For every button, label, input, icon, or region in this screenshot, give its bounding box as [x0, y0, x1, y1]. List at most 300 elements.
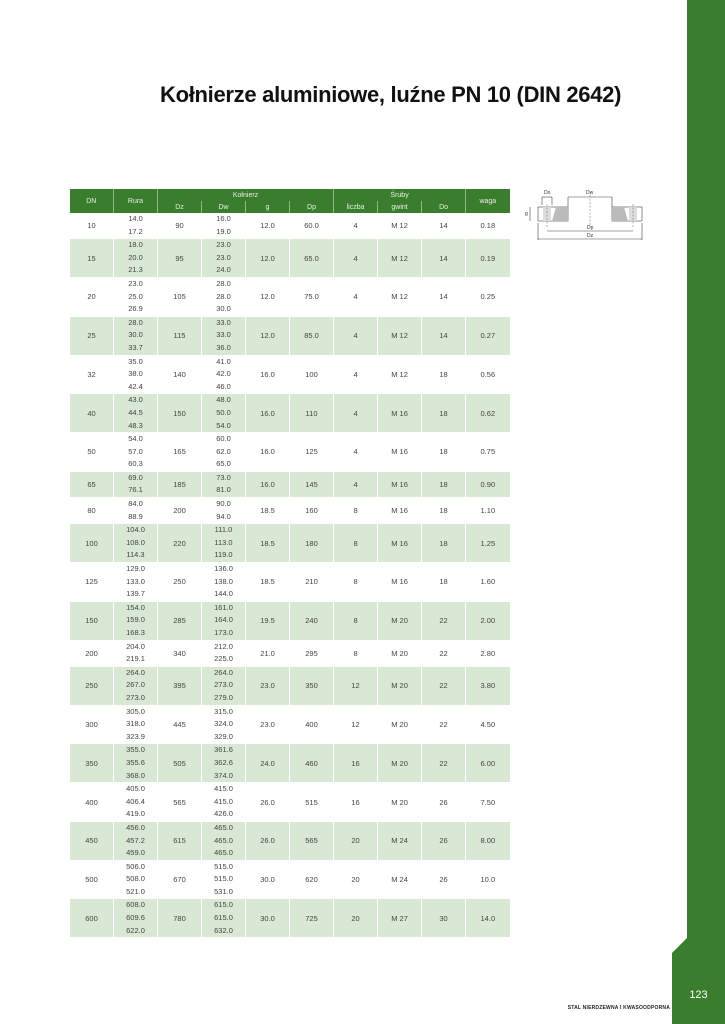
cell-dw [202, 666, 246, 705]
header-kolnierz: Kołnierz [158, 189, 334, 201]
cell-dw [202, 744, 246, 783]
cell-dw-line: 279.0 [214, 692, 233, 702]
cell-dw-line: 42.0 [216, 369, 231, 379]
flange-table [69, 189, 510, 938]
cell-dz: 90 [158, 213, 202, 239]
cell-rura-line: 76.1 [128, 485, 143, 495]
cell-do: 18 [422, 355, 466, 394]
cell-do: 18 [422, 563, 466, 602]
cell-rura-line: 622.0 [126, 925, 145, 935]
cell-dw [202, 498, 246, 524]
cell-liczba: 4 [334, 316, 378, 355]
cell-rura-line: 506.0 [126, 861, 145, 871]
page-tab [672, 938, 725, 1024]
cell-dn: 10 [70, 213, 114, 239]
cell-gwint: M 24 [378, 821, 422, 860]
cell-liczba: 8 [334, 563, 378, 602]
cell-dw-line: 315.0 [214, 706, 233, 716]
cell-liczba: 8 [334, 498, 378, 524]
cell-rura-line: 23.0 [128, 278, 143, 288]
footer-text: STAL NIERDZEWNA I KWASOODPORNA [567, 1005, 670, 1011]
cell-rura [114, 471, 158, 497]
cell-dw-line: 329.0 [214, 731, 233, 741]
cell-dw-line: 33.0 [216, 317, 231, 327]
cell-rura-line: 521.0 [126, 886, 145, 896]
cell-waga: 0.18 [466, 213, 510, 239]
cell-waga: 0.19 [466, 239, 510, 278]
table-row [70, 524, 510, 563]
cell-dw [202, 471, 246, 497]
table-row [70, 601, 510, 640]
cell-do: 18 [422, 433, 466, 472]
diagram-label-dz: Dz [587, 233, 594, 239]
cell-rura-line: 133.0 [126, 576, 145, 586]
cell-dp: 65.0 [290, 239, 334, 278]
cell-g: 19.5 [246, 601, 290, 640]
cell-do: 14 [422, 239, 466, 278]
cell-rura-line: 57.0 [128, 446, 143, 456]
cell-rura-line: 456.0 [126, 822, 145, 832]
cell-gwint: M 27 [378, 899, 422, 938]
table-row [70, 666, 510, 705]
cell-rura-line: 44.5 [128, 407, 143, 417]
cell-g: 16.0 [246, 471, 290, 497]
cell-dw-line: 94.0 [216, 511, 231, 521]
cell-dp: 295 [290, 640, 334, 666]
cell-dw-line: 28.0 [216, 278, 231, 288]
cell-gwint: M 12 [378, 316, 422, 355]
cell-dw-line: 81.0 [216, 485, 231, 495]
cell-gwint: M 20 [378, 783, 422, 822]
table-body [70, 213, 510, 938]
cell-gwint: M 20 [378, 744, 422, 783]
cell-dz: 565 [158, 783, 202, 822]
cell-rura-line: 26.9 [128, 304, 143, 314]
cell-g: 21.0 [246, 640, 290, 666]
cell-dz: 285 [158, 601, 202, 640]
table-row [70, 563, 510, 602]
cell-dp: 565 [290, 821, 334, 860]
cell-rura-line: 20.0 [128, 252, 143, 262]
cell-rura-line: 355.6 [126, 757, 145, 767]
cell-do: 22 [422, 705, 466, 744]
cell-waga: 10.0 [466, 860, 510, 899]
cell-dz: 95 [158, 239, 202, 278]
cell-dw [202, 705, 246, 744]
cell-dw-line: 465.0 [214, 848, 233, 858]
cell-rura [114, 355, 158, 394]
cell-dw [202, 899, 246, 938]
cell-dn: 250 [70, 666, 114, 705]
cell-dw-line: 465.0 [214, 822, 233, 832]
cell-dz: 505 [158, 744, 202, 783]
table-row [70, 705, 510, 744]
cell-rura-line: 14.0 [128, 214, 143, 223]
table-header [70, 189, 510, 213]
cell-dz: 445 [158, 705, 202, 744]
cell-dz: 615 [158, 821, 202, 860]
cell-dw-line: 90.0 [216, 499, 231, 509]
cell-waga: 0.56 [466, 355, 510, 394]
cell-waga: 1.60 [466, 563, 510, 602]
cell-dz: 150 [158, 394, 202, 433]
cell-do: 26 [422, 860, 466, 899]
cell-gwint: M 12 [378, 355, 422, 394]
cell-dn: 400 [70, 783, 114, 822]
cell-dw-line: 632.0 [214, 925, 233, 935]
cell-gwint: M 12 [378, 213, 422, 239]
cell-rura-line: 273.0 [126, 692, 145, 702]
cell-g: 30.0 [246, 899, 290, 938]
cell-rura-line: 33.7 [128, 342, 143, 352]
cell-rura-line: 18.0 [128, 240, 143, 250]
cell-rura-line: 69.0 [128, 472, 143, 482]
cell-gwint: M 20 [378, 640, 422, 666]
cell-dp: 460 [290, 744, 334, 783]
cell-liczba: 8 [334, 640, 378, 666]
header-dz: Dz [158, 201, 202, 213]
cell-rura [114, 860, 158, 899]
cell-do: 30 [422, 899, 466, 938]
cell-rura [114, 640, 158, 666]
cell-dz: 340 [158, 640, 202, 666]
cell-gwint: M 24 [378, 860, 422, 899]
cell-rura-line: 35.0 [128, 356, 143, 366]
cell-rura-line: 355.0 [126, 745, 145, 755]
cell-g: 26.0 [246, 783, 290, 822]
cell-dw [202, 239, 246, 278]
cell-dw-line: 138.0 [214, 576, 233, 586]
cell-liczba: 4 [334, 355, 378, 394]
cell-rura-line: 405.0 [126, 784, 145, 794]
cell-rura-line: 38.0 [128, 369, 143, 379]
cell-rura-line: 17.2 [128, 226, 143, 236]
cell-rura-line: 168.3 [126, 628, 145, 637]
cell-rura [114, 821, 158, 860]
cell-dw-line: 374.0 [214, 770, 233, 780]
cell-liczba: 4 [334, 471, 378, 497]
cell-rura-line: 609.6 [126, 913, 145, 923]
cell-dz: 395 [158, 666, 202, 705]
cell-gwint: M 16 [378, 394, 422, 433]
cell-rura [114, 433, 158, 472]
cell-waga: 6.00 [466, 744, 510, 783]
cell-dw-line: 615.0 [214, 913, 233, 923]
cell-g: 18.5 [246, 563, 290, 602]
cell-dn: 450 [70, 821, 114, 860]
cell-rura [114, 394, 158, 433]
cell-g: 16.0 [246, 433, 290, 472]
cell-gwint: M 12 [378, 239, 422, 278]
cell-rura [114, 705, 158, 744]
cell-dz: 105 [158, 277, 202, 316]
cell-do: 18 [422, 524, 466, 563]
cell-do: 22 [422, 744, 466, 783]
cell-rura-line: 323.9 [126, 731, 145, 741]
cell-dw-line: 615.0 [214, 900, 233, 910]
table-row [70, 355, 510, 394]
header-waga: waga [466, 189, 510, 213]
cell-dn: 20 [70, 277, 114, 316]
cell-waga: 2.80 [466, 640, 510, 666]
cell-rura-line: 129.0 [126, 564, 145, 574]
cell-dw-line: 41.0 [216, 356, 231, 366]
cell-dp: 160 [290, 498, 334, 524]
cell-dn: 300 [70, 705, 114, 744]
cell-dw [202, 563, 246, 602]
table-row [70, 394, 510, 433]
page-title: Kołnierze aluminiowe, luźne PN 10 (DIN 2642) [160, 82, 622, 107]
cell-rura-line: 267.0 [126, 680, 145, 690]
cell-dw-line: 173.0 [214, 628, 233, 637]
cell-dw-line: 144.0 [214, 589, 233, 599]
cell-gwint: M 12 [378, 277, 422, 316]
cell-rura-line: 114.3 [126, 550, 145, 560]
cell-rura-line: 608.0 [126, 900, 145, 910]
table-row [70, 783, 510, 822]
cell-dw-line: 33.0 [216, 330, 231, 340]
cell-dw-line: 164.0 [214, 615, 233, 625]
cell-dw-line: 46.0 [216, 381, 231, 391]
header-gwint: gwint [378, 201, 422, 213]
table-row [70, 744, 510, 783]
cell-dn: 600 [70, 899, 114, 938]
cell-dn: 500 [70, 860, 114, 899]
cell-liczba: 4 [334, 433, 378, 472]
cell-liczba: 8 [334, 524, 378, 563]
cell-g: 24.0 [246, 744, 290, 783]
cell-rura [114, 239, 158, 278]
header-do: Do [422, 201, 466, 213]
cell-dw-line: 16.0 [216, 214, 231, 223]
cell-waga: 1.25 [466, 524, 510, 563]
cell-rura [114, 601, 158, 640]
cell-gwint: M 16 [378, 498, 422, 524]
cell-dw [202, 213, 246, 239]
cell-dn: 15 [70, 239, 114, 278]
cell-rura [114, 563, 158, 602]
cell-rura [114, 316, 158, 355]
header-dn: DN [70, 189, 114, 213]
cell-liczba: 4 [334, 239, 378, 278]
cell-waga: 1.10 [466, 498, 510, 524]
cell-dw-line: 28.0 [216, 291, 231, 301]
cell-dp: 180 [290, 524, 334, 563]
cell-dw-line: 362.6 [214, 757, 233, 767]
cell-rura [114, 213, 158, 239]
cell-dw [202, 860, 246, 899]
cell-dw-line: 136.0 [214, 564, 233, 574]
cell-do: 22 [422, 666, 466, 705]
cell-liczba: 4 [334, 394, 378, 433]
cell-rura-line: 154.0 [126, 602, 145, 612]
cell-dw-line: 23.0 [216, 240, 231, 250]
cell-gwint: M 16 [378, 524, 422, 563]
cell-dw-line: 361.6 [214, 745, 233, 755]
cell-dz: 250 [158, 563, 202, 602]
cell-dn: 200 [70, 640, 114, 666]
cell-rura-line: 104.0 [126, 525, 145, 535]
cell-dp: 620 [290, 860, 334, 899]
diagram-label-g: g [525, 211, 528, 217]
cell-dp: 100 [290, 355, 334, 394]
cell-liczba: 16 [334, 783, 378, 822]
cell-do: 14 [422, 277, 466, 316]
cell-dz: 780 [158, 899, 202, 938]
table-row [70, 640, 510, 666]
cell-dw-line: 273.0 [214, 680, 233, 690]
cell-g: 26.0 [246, 821, 290, 860]
cell-dz: 140 [158, 355, 202, 394]
cell-dw-line: 531.0 [214, 886, 233, 896]
cell-liczba: 8 [334, 601, 378, 640]
cell-dw [202, 524, 246, 563]
cell-dw-line: 515.0 [214, 874, 233, 884]
header-dw: Dw [202, 201, 246, 213]
cell-do: 18 [422, 394, 466, 433]
cell-do: 14 [422, 316, 466, 355]
cell-dn: 40 [70, 394, 114, 433]
cell-dw-line: 60.0 [216, 434, 231, 444]
cell-dw-line: 465.0 [214, 835, 233, 845]
cell-gwint: M 16 [378, 563, 422, 602]
cell-waga: 0.25 [466, 277, 510, 316]
cell-dp: 60.0 [290, 213, 334, 239]
cell-liczba: 16 [334, 744, 378, 783]
table-row [70, 860, 510, 899]
cell-dw-line: 415.0 [214, 796, 233, 806]
cell-rura-line: 264.0 [126, 667, 145, 677]
cell-g: 16.0 [246, 355, 290, 394]
page-number: 123 [689, 989, 708, 1001]
cell-rura-line: 30.0 [128, 330, 143, 340]
cell-waga: 2.00 [466, 601, 510, 640]
cell-rura-line: 459.0 [126, 848, 145, 858]
cell-dn: 350 [70, 744, 114, 783]
cell-liczba: 20 [334, 860, 378, 899]
cell-rura-line: 48.3 [128, 420, 143, 430]
cell-gwint: M 20 [378, 601, 422, 640]
cell-waga: 0.75 [466, 433, 510, 472]
cell-dw-line: 30.0 [216, 304, 231, 314]
cell-dw-line: 111.0 [214, 525, 233, 535]
cell-rura-line: 43.0 [128, 395, 143, 405]
cell-rura-line: 54.0 [128, 434, 143, 444]
cell-g: 23.0 [246, 705, 290, 744]
diagram-label-dp: Dp [587, 225, 594, 231]
cell-dp: 240 [290, 601, 334, 640]
cell-dw [202, 783, 246, 822]
cell-g: 12.0 [246, 239, 290, 278]
cell-rura-line: 368.0 [126, 770, 145, 780]
header-dp: Dp [290, 201, 334, 213]
flange-diagram [516, 187, 664, 245]
cell-liczba: 12 [334, 666, 378, 705]
cell-rura-line: 457.2 [126, 835, 145, 845]
cell-liczba: 20 [334, 821, 378, 860]
cell-dz: 200 [158, 498, 202, 524]
cell-dz: 185 [158, 471, 202, 497]
cell-liczba: 20 [334, 899, 378, 938]
cell-dn: 25 [70, 316, 114, 355]
header-liczba: liczba [334, 201, 378, 213]
table-row [70, 213, 510, 239]
table-row [70, 316, 510, 355]
cell-dw-line: 415.0 [214, 784, 233, 794]
cell-do: 26 [422, 821, 466, 860]
cell-dw-line: 264.0 [214, 667, 233, 677]
cell-dw-line: 161.0 [214, 602, 233, 612]
cell-dw [202, 277, 246, 316]
cell-dn: 150 [70, 601, 114, 640]
cell-dn: 100 [70, 524, 114, 563]
cell-rura-line: 204.0 [126, 641, 145, 651]
cell-rura-line: 28.0 [128, 317, 143, 327]
cell-rura-line: 219.1 [126, 654, 145, 664]
cell-rura-line: 25.0 [128, 291, 143, 301]
table-row [70, 899, 510, 938]
cell-dw [202, 316, 246, 355]
cell-do: 18 [422, 498, 466, 524]
diagram-label-do: Do [544, 190, 551, 196]
cell-dw-line: 113.0 [214, 537, 233, 547]
cell-dw-line: 48.0 [216, 395, 231, 405]
cell-liczba: 4 [334, 213, 378, 239]
cell-dw-line: 324.0 [214, 719, 233, 729]
cell-dw [202, 640, 246, 666]
cell-dw-line: 515.0 [214, 861, 233, 871]
cell-dw-line: 19.0 [216, 226, 231, 236]
table-row [70, 821, 510, 860]
cell-g: 18.5 [246, 524, 290, 563]
cell-dp: 350 [290, 666, 334, 705]
cell-do: 22 [422, 640, 466, 666]
cell-rura-line: 42.4 [128, 381, 143, 391]
cell-rura-line: 406.4 [126, 796, 145, 806]
cell-do: 26 [422, 783, 466, 822]
cell-dw-line: 50.0 [216, 407, 231, 417]
cell-g: 12.0 [246, 316, 290, 355]
cell-dn: 80 [70, 498, 114, 524]
cell-dw-line: 23.0 [216, 252, 231, 262]
cell-rura-line: 305.0 [126, 706, 145, 716]
cell-rura-line: 84.0 [128, 499, 143, 509]
cell-dz: 670 [158, 860, 202, 899]
cell-liczba: 4 [334, 277, 378, 316]
cell-rura-line: 159.0 [126, 615, 145, 625]
cell-dw [202, 433, 246, 472]
cell-dz: 220 [158, 524, 202, 563]
cell-gwint: M 20 [378, 705, 422, 744]
table-row [70, 239, 510, 278]
cell-dw-line: 73.0 [216, 472, 231, 482]
cell-dw-line: 24.0 [216, 265, 231, 275]
cell-dn: 50 [70, 433, 114, 472]
cell-dp: 125 [290, 433, 334, 472]
table-row [70, 277, 510, 316]
cell-g: 12.0 [246, 277, 290, 316]
cell-dn: 125 [70, 563, 114, 602]
cell-dw [202, 601, 246, 640]
cell-dn: 65 [70, 471, 114, 497]
cell-gwint: M 20 [378, 666, 422, 705]
cell-rura-line: 508.0 [126, 874, 145, 884]
cell-dw [202, 821, 246, 860]
cell-waga: 8.00 [466, 821, 510, 860]
table-row [70, 471, 510, 497]
cell-rura [114, 899, 158, 938]
table-row [70, 498, 510, 524]
